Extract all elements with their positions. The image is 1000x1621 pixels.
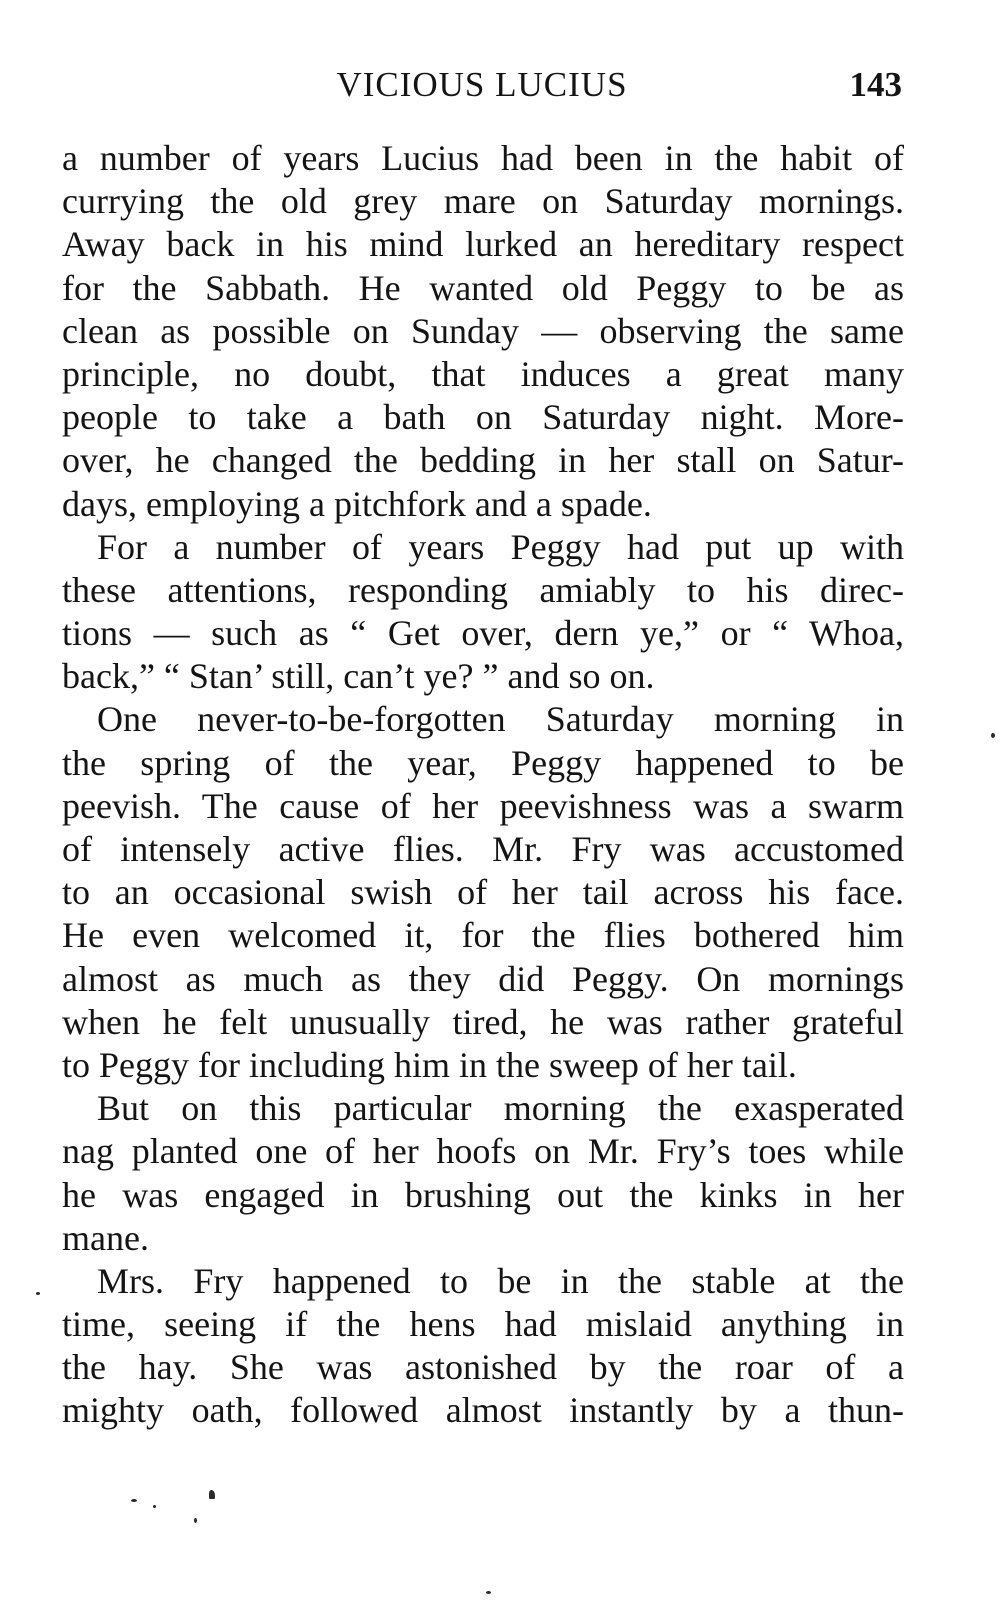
text-line: for the Sabbath. He wanted old Peggy to be as bbox=[62, 267, 904, 308]
text-line: currying the old grey mare on Saturday mornings. bbox=[62, 181, 904, 222]
text-line: tions — such as “ Get over, dern ye,” or “ Whoa, bbox=[62, 613, 904, 654]
print-speck bbox=[153, 1505, 156, 1508]
text-line: back,” “ Stan’ still, can’t ye? ” and so on. bbox=[62, 656, 655, 697]
print-speck bbox=[36, 1292, 40, 1295]
print-speck bbox=[209, 1490, 215, 1499]
text-line: to Peggy for including him in the sweep of her tail. bbox=[62, 1044, 797, 1085]
print-speck bbox=[194, 1518, 197, 1523]
text-line: over, he changed the bedding in her stall on Satur- bbox=[62, 440, 904, 481]
page-number: 143 bbox=[849, 65, 902, 104]
print-speck bbox=[131, 1499, 137, 1502]
text-line: nag planted one of her hoofs on Mr. Fry’s toes while bbox=[62, 1131, 904, 1172]
running-head bbox=[62, 62, 902, 108]
text-line: time, seeing if the hens had mislaid anything in bbox=[62, 1304, 904, 1345]
text-line: He even welcomed it, for the flies bothered him bbox=[62, 915, 904, 956]
print-speck bbox=[486, 1591, 491, 1594]
text-line: But on this particular morning the exasperated bbox=[97, 1088, 904, 1129]
text-line: when he felt unusually tired, he was rather grateful bbox=[62, 1001, 904, 1042]
text-line: peevish. The cause of her peevishness was a swarm bbox=[62, 785, 904, 826]
text-line: these attentions, responding amiably to his direc- bbox=[62, 569, 904, 610]
text-line: Mrs. Fry happened to be in the stable at the bbox=[97, 1260, 904, 1301]
text-line: days, employing a pitchfork and a spade. bbox=[62, 483, 652, 524]
text-line: clean as possible on Sunday — observing the same bbox=[62, 310, 904, 351]
running-title: VICIOUS LUCIUS bbox=[336, 65, 628, 104]
text-line: One never-to-be-forgotten Saturday morning in bbox=[97, 699, 904, 740]
text-line: mighty oath, followed almost instantly by a thun- bbox=[62, 1390, 904, 1431]
text-line: the hay. She was astonished by the roar of a bbox=[62, 1347, 904, 1388]
text-line: to an occasional swish of her tail across his face. bbox=[62, 872, 904, 913]
text-line: a number of years Lucius had been in the habit of bbox=[62, 138, 904, 178]
text-line: he was engaged in brushing out the kinks in her bbox=[62, 1174, 904, 1215]
text-line: For a number of years Peggy had put up with bbox=[97, 526, 904, 567]
body-text bbox=[62, 137, 904, 1433]
text-line: of intensely active flies. Mr. Fry was accustomed bbox=[62, 829, 904, 869]
text-line: the spring of the year, Peggy happened to be bbox=[62, 742, 904, 783]
text-line: mane. bbox=[62, 1217, 149, 1258]
print-speck bbox=[991, 733, 995, 738]
text-line: people to take a bath on Saturday night. More- bbox=[62, 397, 904, 438]
text-line: principle, no doubt, that induces a great many bbox=[62, 353, 904, 394]
text-line: almost as much as they did Peggy. On mornings bbox=[62, 958, 904, 999]
text-line: Away back in his mind lurked an hereditary respect bbox=[62, 224, 904, 265]
